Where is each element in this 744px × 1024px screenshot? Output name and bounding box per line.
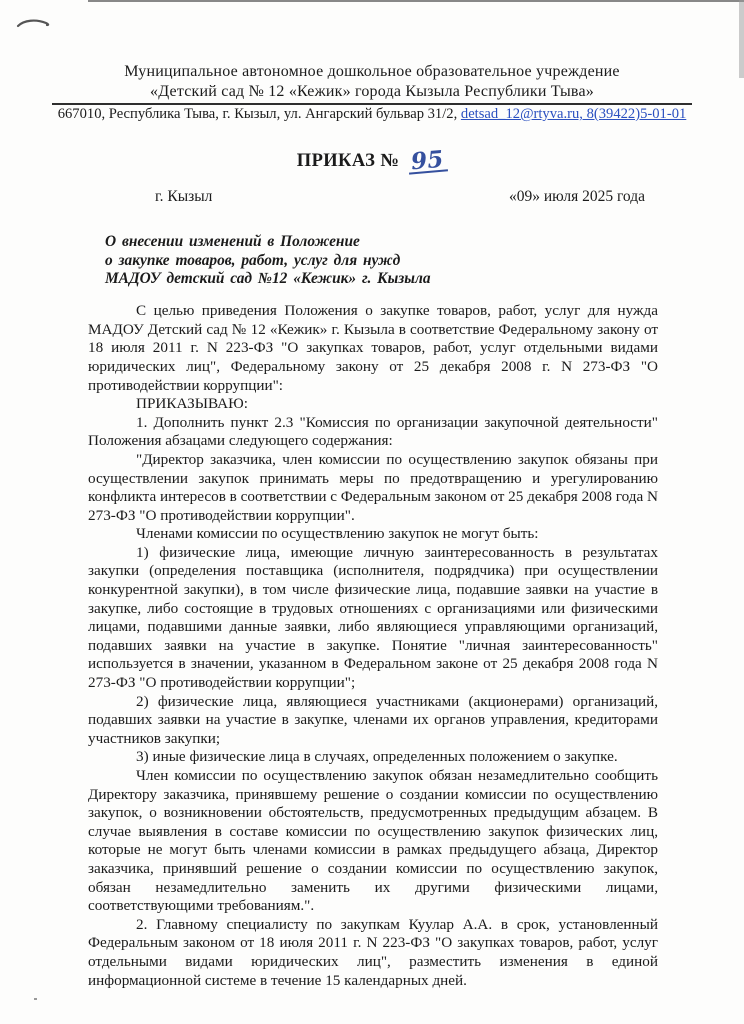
date-text: «09» июля 2025 года	[508, 187, 645, 205]
org-address	[0, 106, 744, 124]
subject-block	[105, 233, 744, 289]
letterhead-rule	[52, 103, 692, 105]
title-label: ПРИКАЗ №	[296, 150, 400, 171]
paragraph-member-duty: Член комиссии по осуществлению закупок обязан незамедлительно сообщить Директору заказчика, принявшему решение о создании комиссии по осуществлению закупок, о возникновении обстоятельств, предусмотренных предыдущим абзацем. В случае выявления в составе комиссии по осуществлению закупок физических лиц, которые не могут быть членами комиссии в рамках предыдущего абзаца, Директор заказчика, принявший решение о создании комиссии по осуществлению закупок, обязан незамедлительно заменить их другими физическими лицами, соответствующими требованиям.".	[88, 767, 658, 915]
document-title	[0, 145, 744, 176]
paragraph-subitem-2: 2) физические лица, являющиеся участниками (акционерами) организаций, подавших заявки на участие в закупке, членами их органов управления, кредиторами участников закупки;	[88, 692, 658, 747]
paragraph-quote-director: "Директор заказчика, член комиссии по осуществлению закупок обязаны при осуществлении закупок принимать меры по предотвращению и урегулированию конфликта интересов в соответствии с Федеральным законом от 25 декабря 2008 года N 273-ФЗ "О противодействии коррупции".	[88, 450, 658, 524]
subject-line1: О внесении изменений в Положение	[105, 232, 360, 250]
place-text: г. Кызыл	[155, 187, 213, 205]
contact-link[interactable]: detsad_12@rtyva.ru, 8(39422)5-01-01	[460, 106, 687, 123]
letterhead	[0, 0, 744, 124]
paragraph-order-word: ПРИКАЗЫВАЮ:	[136, 395, 248, 413]
place-date-row	[0, 188, 744, 206]
org-name-line2: «Детский сад № 12 «Кежик» города Кызыла Республики Тыва»	[150, 82, 594, 100]
scan-edge-artifact	[739, 0, 744, 78]
subject-line3: МАДОУ детский сад №12 «Кежик» г. Кызыла	[105, 270, 431, 288]
scan-edge-artifact	[88, 0, 744, 2]
subject-line2: о закупке товаров, работ, услуг для нужд	[105, 251, 401, 269]
pen-mark-icon	[16, 14, 52, 34]
paragraph-item-2: 2. Главному специалисту по закупкам Куулар А.А. в срок, установленный Федеральным законом от 18 июля 2011 г. N 223-ФЗ "О закупках товаров, работ, услуг отдельными видами юридических лиц", разместить изменения в единой информационной системе в течение 15 календарных дней.	[88, 915, 658, 989]
paragraph-members-intro: Членами комиссии по осуществлению закупок не могут быть:	[136, 525, 539, 543]
paragraph-intro: С целью приведения Положения о закупке товаров, работ, услуг для нужда МАДОУ Детский сад № 12 «Кежик» г. Кызыла в соответствие Федеральному закону от 18 июля 2011 г. N 223-ФЗ "О закупках товаров, работ, услуг отдельными видами юридических лиц", Федеральному закону от 25 декабря 2008 г. N 273-ФЗ "О противодействии коррупции":	[88, 302, 658, 394]
scan-speck-artifact	[34, 998, 37, 1000]
paragraph-subitem-1: 1) физические лица, имеющие личную заинтересованность в результатах закупки (определения поставщика (исполнителя, подрядчика) при осуществлении конкурентной закупки), в том числе физические лица, подавшие заявки на участие в закупке, либо состоящие в трудовых отношениях с организациями или физическими лицами, подавшими данные заявки, либо являющиеся управляющими организаций, подавших заявки на участие в закупке. Понятие "личная заинтересованность" используется в значении, указанном в Федеральном законе от 25 декабря 2008 года N 273-ФЗ "О противодействии коррупции";	[88, 543, 658, 692]
document-body	[88, 302, 658, 990]
paragraph-subitem-3: 3) иные физические лица в случаях, определенных положением о закупке.	[136, 748, 618, 766]
org-name-line1: Муниципальное автономное дошкольное образовательное учреждение	[124, 63, 620, 80]
paragraph-item-1: 1. Дополнить пункт 2.3 "Комиссия по организации закупочной деятельности" Положения абзацами следующего содержания:	[88, 413, 658, 450]
org-address-text: 667010, Республика Тыва, г. Кызыл, ул. Ангарский бульвар 31/2,	[57, 106, 458, 123]
handwritten-order-number: 95	[408, 150, 448, 174]
